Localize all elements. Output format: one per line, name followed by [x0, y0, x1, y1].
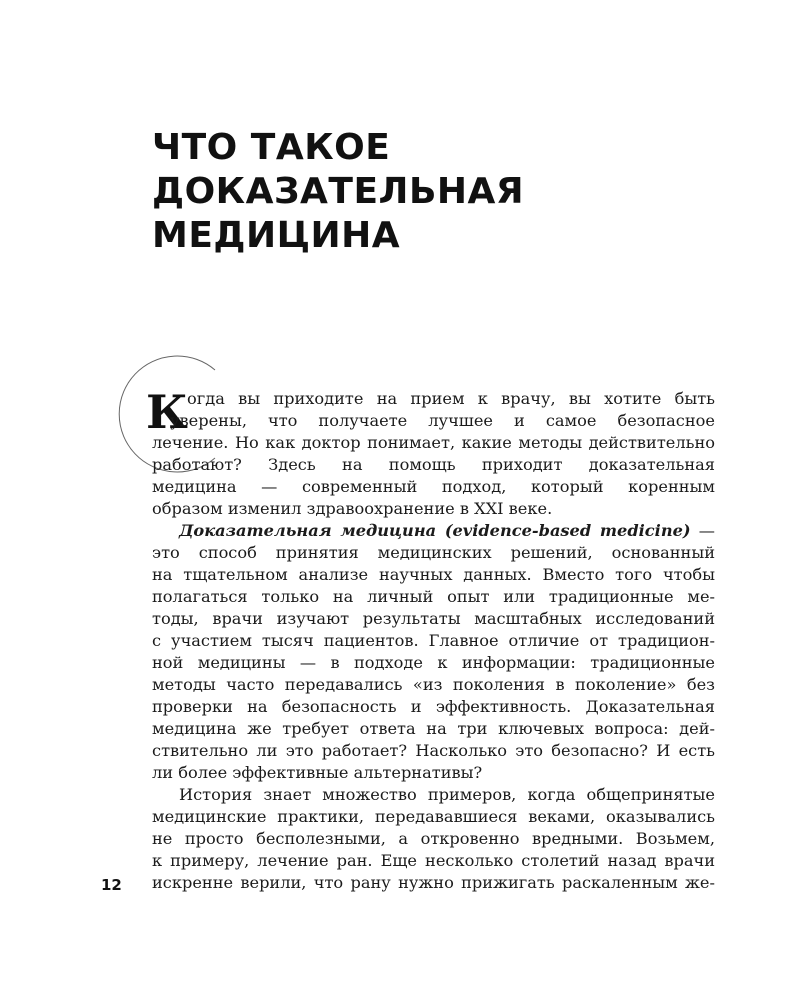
text-line [152, 520, 715, 542]
text-line: медицинские практики, передававшиеся веками, оказывались [152, 807, 715, 826]
text-line: работают? Здесь на помощь приходит доказательная [152, 455, 715, 474]
text-line: ли более эффективные альтернативы? [152, 763, 483, 782]
text-line: к примеру, лечение ран. Еще несколько столетий назад врачи [152, 851, 715, 870]
text-line: проверки на безопасность и эффективность. Доказательная [152, 697, 715, 716]
body-text [152, 388, 715, 894]
text-line: огда вы приходите на прием к врачу, вы хотите быть [187, 389, 715, 408]
text-line: не просто бесполезными, а откровенно вредными. Возьмем, [152, 829, 715, 848]
chapter-title [152, 126, 712, 258]
text-line: образом изменил здравоохранение в XXI веке. [152, 499, 553, 518]
text-line: это способ принятия медицинских решений, основанный [152, 543, 715, 562]
text-line: уверены, что получаете лучшее и самое безопасное [170, 411, 715, 430]
text-line: ствительно ли это работает? Насколько это безопасно? И есть [152, 741, 715, 760]
text-line: с участием тысяч пациентов. Главное отличие от традицион- [152, 631, 715, 650]
text-line: полагаться только на личный опыт или традиционные ме- [152, 587, 715, 606]
text-line: История знает множество примеров, когда общепринятые [179, 785, 715, 804]
text-line: медицина же требует ответа на три ключевых вопроса: дей- [152, 719, 715, 738]
text-line: на тщательном анализе научных данных. Вместо того чтобы [152, 565, 715, 584]
text-line: ной медицины — в подходе к информации: традиционные [152, 653, 715, 672]
chapter-title-line-3: МЕДИЦИНА [152, 215, 401, 256]
chapter-title-line-1: ЧТО ТАКОЕ [152, 127, 391, 168]
text-line: тоды, врачи изучают результаты масштабных исследований [152, 609, 715, 628]
chapter-title-line-2: ДОКАЗАТЕЛЬНАЯ [152, 171, 525, 212]
page-number: 12 [101, 876, 122, 894]
text-line: медицина — современный подход, который коренным [152, 477, 715, 496]
text-line: методы часто передавались «из поколения в поколение» без [152, 675, 715, 694]
text-line: искренне верили, что рану нужно прижигать раскаленным же- [152, 873, 715, 892]
text-line: лечение. Но как доктор понимает, какие методы действительно [152, 433, 715, 452]
text-fragment: — [690, 521, 715, 540]
drop-cap-letter: К [146, 385, 188, 439]
defined-term: Доказательная медицина (evidence-based medicine) [179, 521, 691, 540]
